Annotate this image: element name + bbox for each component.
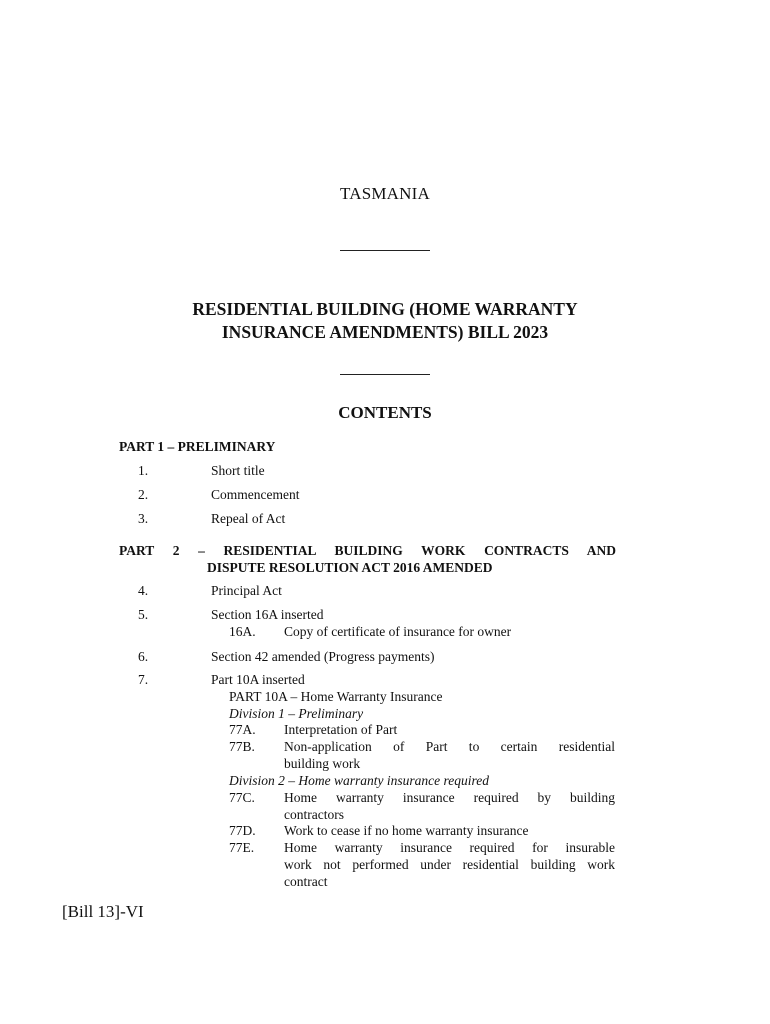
division1-heading: Division 1 – Preliminary xyxy=(229,706,364,721)
subsection-77c-line1: Home warranty insurance required by building xyxy=(284,790,615,805)
toc-item-number: 4. xyxy=(138,583,149,598)
toc-item-number: 5. xyxy=(138,607,149,622)
part2-heading xyxy=(119,542,616,576)
subsection-77a[interactable]: Interpretation of Part xyxy=(284,722,398,737)
subsection-77e[interactable] xyxy=(284,840,615,890)
toc-item-number: 6. xyxy=(138,649,149,664)
jurisdiction-heading: TASMANIA xyxy=(340,184,430,203)
subsection-77b-line2: building work xyxy=(284,755,361,771)
contents-heading: CONTENTS xyxy=(338,403,432,422)
subsection-77d[interactable]: Work to cease if no home warranty insurance xyxy=(284,823,529,838)
part2-heading-line1: PART 2 – RESIDENTIAL BUILDING WORK CONTRACTS AND xyxy=(119,543,616,558)
subsection-number: 77B. xyxy=(229,739,255,754)
subsection-16a[interactable]: Copy of certificate of insurance for owner xyxy=(284,624,512,639)
toc-item-number: 3. xyxy=(138,511,149,526)
subsection-77e-line1: Home warranty insurance required for insurable xyxy=(284,840,615,855)
subsection-77e-line2: work not performed under residential building work xyxy=(284,856,615,872)
toc-item-repeal[interactable]: Repeal of Act xyxy=(211,511,286,526)
subsection-77b[interactable] xyxy=(284,739,615,773)
part1-heading: PART 1 – PRELIMINARY xyxy=(119,439,276,454)
toc-item-short-title[interactable]: Short title xyxy=(211,463,265,478)
toc-item-part-10a[interactable]: Part 10A inserted xyxy=(211,672,305,687)
bill-title xyxy=(0,298,770,344)
toc-item-section-16a[interactable]: Section 16A inserted xyxy=(211,607,324,622)
toc-item-commencement[interactable]: Commencement xyxy=(211,487,300,502)
subsection-number: 77A. xyxy=(229,722,256,737)
subsection-number: 16A. xyxy=(229,624,256,639)
subsection-number: 77E. xyxy=(229,840,255,855)
subsection-77c[interactable] xyxy=(284,790,615,824)
toc-item-number: 7. xyxy=(138,672,149,687)
bill-title-line2: INSURANCE AMENDMENTS) BILL 2023 xyxy=(221,322,549,342)
toc-item-number: 2. xyxy=(138,487,149,502)
subsection-number: 77D. xyxy=(229,823,256,838)
subsection-77c-line2: contractors xyxy=(284,806,344,822)
bill-title-line1: RESIDENTIAL BUILDING (HOME WARRANTY xyxy=(192,299,578,319)
part10a-heading: PART 10A – Home Warranty Insurance xyxy=(229,689,443,704)
part2-heading-line2: DISPUTE RESOLUTION ACT 2016 AMENDED xyxy=(207,560,493,575)
subsection-77b-line1: Non-application of Part to certain residential xyxy=(284,739,615,754)
toc-item-principal-act[interactable]: Principal Act xyxy=(211,583,282,598)
toc-item-number: 1. xyxy=(138,463,149,478)
bill-reference: [Bill 13]-VI xyxy=(62,902,144,921)
divider-bottom xyxy=(340,374,430,375)
divider-top xyxy=(340,250,430,251)
subsection-number: 77C. xyxy=(229,790,255,805)
toc-item-section-42[interactable]: Section 42 amended (Progress payments) xyxy=(211,649,435,664)
subsection-77e-line3: contract xyxy=(284,873,328,889)
division2-heading: Division 2 – Home warranty insurance required xyxy=(229,773,489,788)
